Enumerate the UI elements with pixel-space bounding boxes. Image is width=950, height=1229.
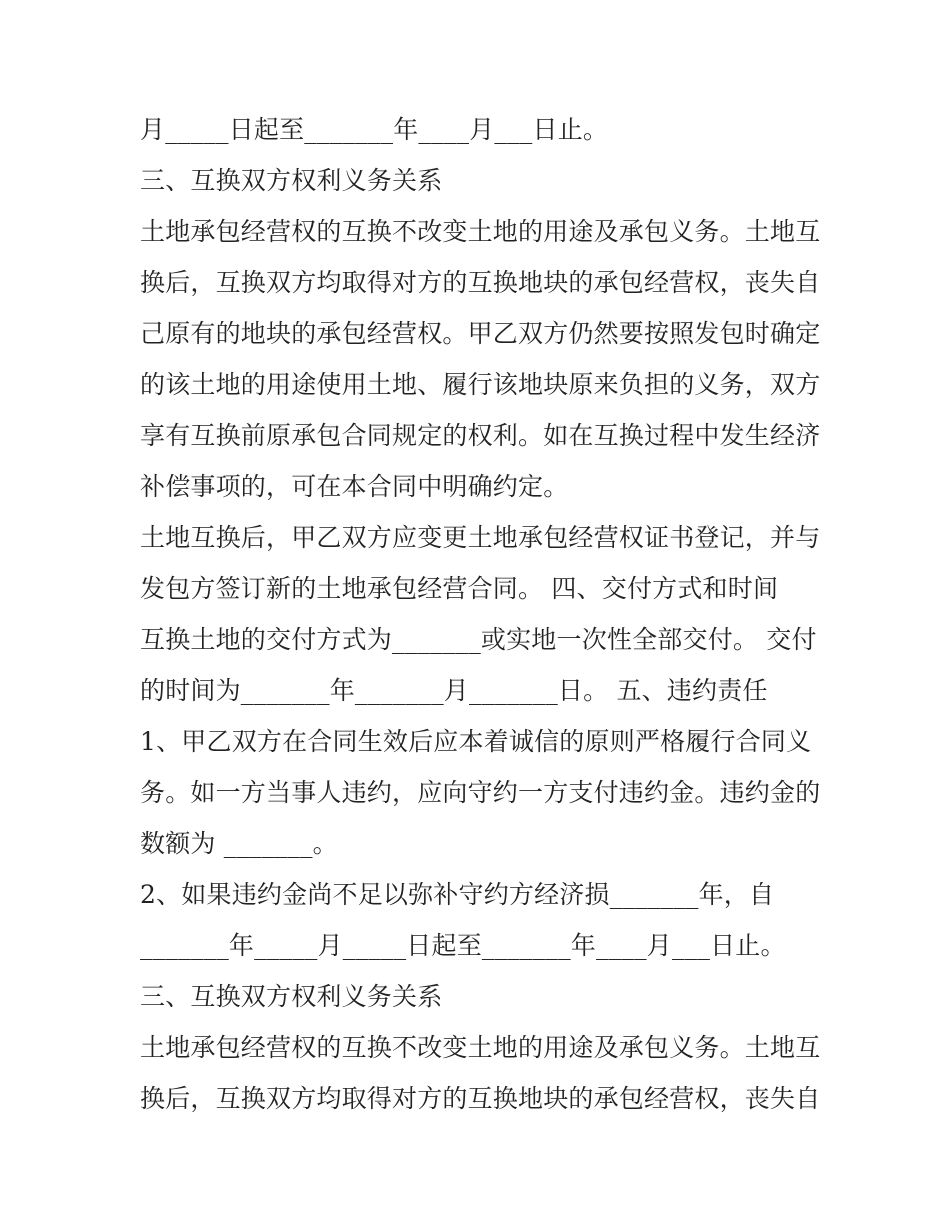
section-heading: 三、互换双方权利义务关系 xyxy=(140,166,443,195)
text-line: 换后，互换双方均取得对方的互换地块的承包经营权，丧失自 xyxy=(140,268,821,297)
text-line: 补偿事项的，可在本合同中明确约定。 xyxy=(140,472,569,501)
text-line: 发包方签订新的土地承包经营合同。 四、交付方式和时间 xyxy=(140,574,779,603)
text-line: 2、如果违约金尚不足以弥补守约方经济损_______年，自 xyxy=(140,880,775,909)
document-body xyxy=(140,104,820,1124)
text-line: 的该土地的用途使用土地、履行该地块原来负担的义务，双方 xyxy=(140,370,821,399)
text-line: 的时间为_______年_______月_______日。 五、违约责任 xyxy=(140,676,768,705)
text-line: 月_____日起至_______年____月___日止。 xyxy=(140,115,609,144)
text-line: 务。如一方当事人违约，应向守约一方支付违约金。违约金的 xyxy=(140,778,821,807)
text-line: 换后，互换双方均取得对方的互换地块的承包经营权，丧失自 xyxy=(140,1084,821,1113)
text-line: 数额为 _______。 xyxy=(140,829,338,858)
text-line: 土地承包经营权的互换不改变土地的用途及承包义务。土地互 xyxy=(140,1033,821,1062)
text-line: 土地互换后，甲乙双方应变更土地承包经营权证书登记，并与 xyxy=(140,523,821,552)
text-line: _______年_____月_____日起至_______年____月___日止。 xyxy=(140,931,786,960)
text-line: 享有互换前原承包合同规定的权利。如在互换过程中发生经济 xyxy=(140,421,821,450)
text-line: 互换土地的交付方式为_______或实地一次性全部交付。 交付 xyxy=(140,625,817,654)
text-line: 土地承包经营权的互换不改变土地的用途及承包义务。土地互 xyxy=(140,217,821,246)
text-line: 1、甲乙双方在合同生效后应本着诚信的原则严格履行合同义 xyxy=(140,727,812,756)
section-heading: 三、互换双方权利义务关系 xyxy=(140,982,443,1011)
text-line: 己原有的地块的承包经营权。甲乙双方仍然要按照发包时确定 xyxy=(140,319,821,348)
